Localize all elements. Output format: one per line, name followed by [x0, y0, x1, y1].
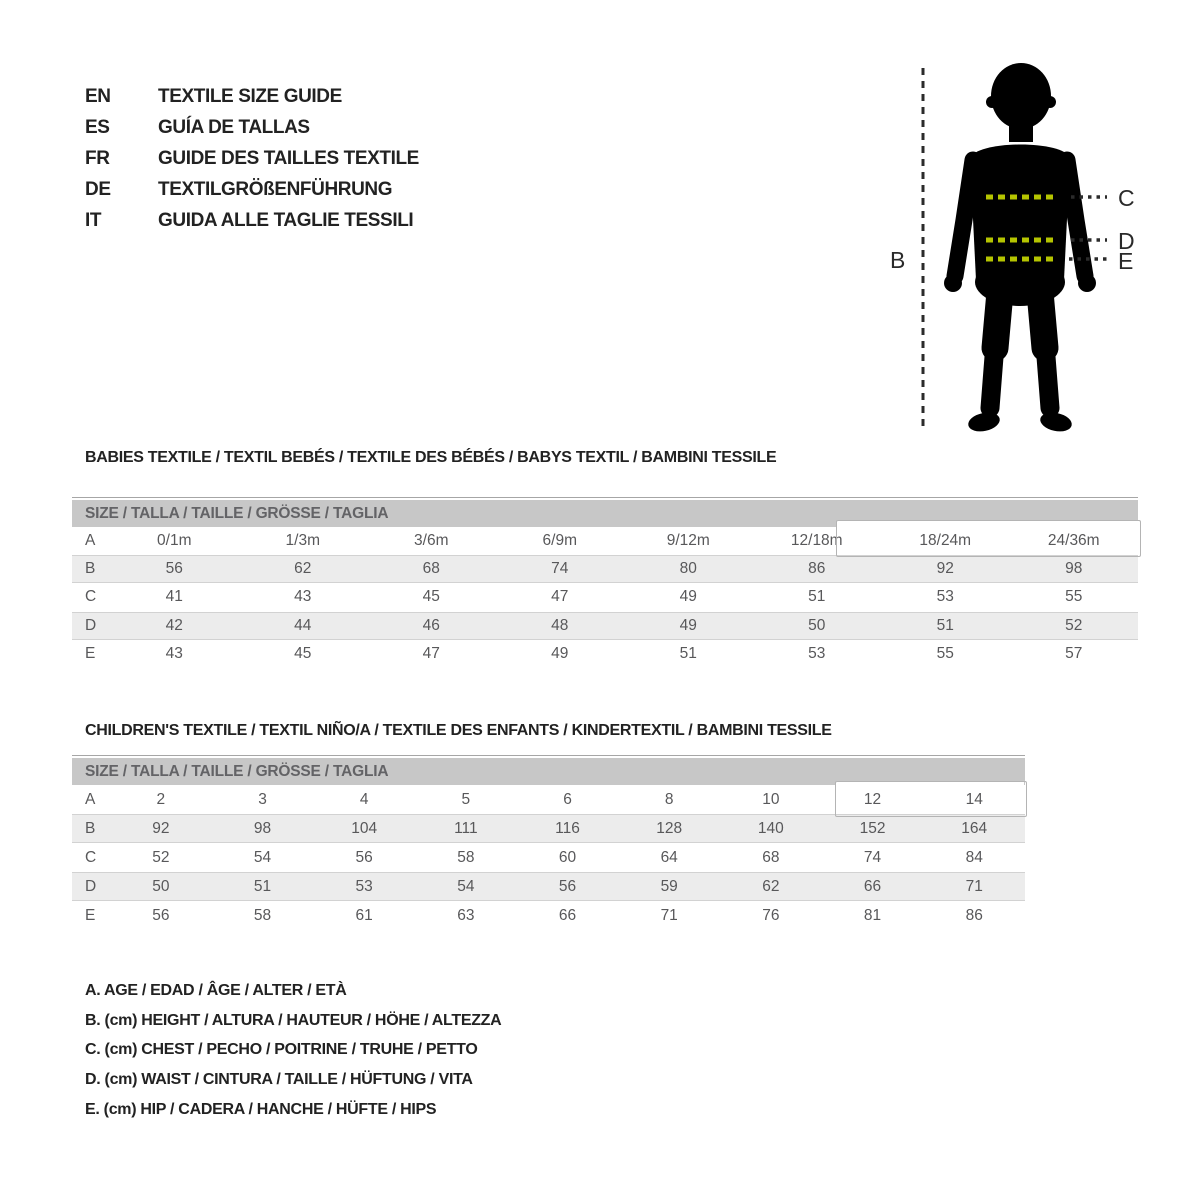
legend-waist: D. (cm) WAIST / CINTURA / TAILLE / HÜFTUNG / VITA	[85, 1070, 473, 1088]
table-cell: 55	[936, 644, 954, 662]
row-label: E	[85, 644, 96, 662]
table-cell: 44	[294, 616, 312, 634]
table-cell: 54	[457, 877, 475, 895]
table-cell: 56	[558, 877, 577, 895]
table-cell: 164	[961, 819, 988, 837]
lang-title: GUÍA DE TALLAS	[158, 117, 310, 139]
row-label: E	[85, 906, 96, 924]
table-cell: 68	[422, 560, 440, 578]
chest-label: C	[1118, 185, 1135, 211]
child-silhouette-diagram	[878, 40, 1170, 470]
table-cell: 45	[422, 588, 440, 606]
table-cell: 49	[679, 588, 697, 606]
table-cell: 104	[351, 819, 378, 837]
lang-row-fr	[85, 144, 419, 175]
lang-code: DE	[85, 178, 111, 200]
table-cell: 50	[152, 877, 170, 895]
lang-code: IT	[85, 209, 102, 231]
table-cell: 53	[936, 588, 954, 606]
table-cell: 0/1m	[157, 532, 192, 550]
language-title-list	[85, 82, 419, 236]
row-label: A	[85, 532, 96, 550]
table-cell: 59	[660, 877, 678, 895]
table-cell: 53	[808, 644, 826, 662]
table-cell: 47	[422, 644, 440, 662]
table-cell: 62	[294, 560, 312, 578]
table-cell: 128	[656, 819, 683, 837]
table-cell: 60	[558, 848, 577, 866]
table-row-e	[72, 640, 1138, 668]
table-cell: 49	[551, 644, 569, 662]
table-cell: 1/3m	[285, 532, 320, 550]
table-cell: 86	[965, 906, 983, 924]
table-cell: 14	[965, 790, 983, 808]
legend-age: A. AGE / EDAD / ÂGE / ALTER / ETÀ	[85, 981, 347, 999]
table-cell: 12/18m	[790, 532, 843, 550]
table-cell: 74	[551, 560, 569, 578]
lang-title: TEXTILE SIZE GUIDE	[158, 86, 342, 108]
table-cell: 46	[422, 616, 440, 634]
lang-row-en	[85, 82, 419, 113]
table-cell: 64	[660, 848, 678, 866]
table-cell: 3	[258, 790, 267, 808]
table-cell: 74	[863, 848, 882, 866]
table-cell: 3/6m	[414, 532, 449, 550]
table-cell: 45	[294, 644, 312, 662]
table-cell: 66	[863, 877, 882, 895]
table-cell: 9/12m	[666, 532, 710, 550]
table-cell: 56	[165, 560, 183, 578]
table-cell: 24/36m	[1047, 532, 1100, 550]
legend-chest: C. (cm) CHEST / PECHO / POITRINE / TRUHE / PETTO	[85, 1041, 478, 1059]
table-cell: 86	[808, 560, 826, 578]
table-cell: 76	[762, 906, 780, 924]
table-cell: 12	[863, 790, 882, 808]
table-cell: 58	[457, 848, 475, 866]
table-cell: 47	[551, 588, 569, 606]
table-cell: 56	[355, 848, 373, 866]
table-cell: 41	[165, 588, 183, 606]
table-cell: 98	[253, 819, 272, 837]
table-top-border	[72, 497, 1138, 498]
height-label: B	[890, 247, 906, 273]
table-cell: 152	[859, 819, 886, 837]
table-cell: 63	[457, 906, 475, 924]
table-cell: 68	[762, 848, 780, 866]
table-cell: 49	[679, 616, 697, 634]
table-row-c	[72, 583, 1138, 611]
legend-height: B. (cm) HEIGHT / ALTURA / HAUTEUR / HÖHE / ALTEZZA	[85, 1011, 502, 1029]
table-cell: 48	[551, 616, 569, 634]
size-header-bar: SIZE / TALLA / TAILLE / GRÖSSE / TAGLIA	[72, 758, 1025, 785]
lang-code: ES	[85, 117, 110, 139]
table-cell: 2	[156, 790, 166, 808]
lang-row-es	[85, 113, 419, 144]
table-cell: 51	[679, 644, 697, 662]
table-cell: 6	[563, 790, 572, 808]
table-cell: 92	[936, 560, 954, 578]
table-cell: 51	[936, 616, 954, 634]
lang-title: TEXTILGRÖßENFÜHRUNG	[158, 178, 393, 200]
table-cell: 98	[1065, 560, 1083, 578]
babies-section-heading: BABIES TEXTILE / TEXTIL BEBÉS / TEXTILE DES BÉBÉS / BABYS TEXTIL / BAMBINI TESSILE	[85, 449, 777, 466]
table-cell: 56	[152, 906, 170, 924]
row-label: C	[85, 848, 97, 866]
table-cell: 51	[253, 877, 272, 895]
table-cell: 10	[762, 790, 780, 808]
lang-title: GUIDA ALLE TAGLIE TESSILI	[158, 209, 414, 231]
table-row-e	[72, 901, 1025, 930]
table-cell: 53	[355, 877, 373, 895]
table-cell: 80	[679, 560, 697, 578]
table-cell: 43	[294, 588, 312, 606]
children-section-heading: CHILDREN'S TEXTILE / TEXTIL NIÑO/A / TEXTILE DES ENFANTS / KINDERTEXTIL / BAMBINI TESSILE	[85, 722, 832, 739]
table-cell: 54	[253, 848, 272, 866]
table-cell: 52	[1065, 616, 1083, 634]
table-row-c	[72, 843, 1025, 872]
table-cell: 92	[152, 819, 170, 837]
table-cell: 50	[808, 616, 826, 634]
table-cell: 111	[454, 819, 478, 837]
table-cell: 62	[762, 877, 780, 895]
table-cell: 66	[558, 906, 577, 924]
table-row-b	[72, 814, 1025, 843]
table-cell: 140	[757, 819, 784, 837]
table-cell: 84	[965, 848, 983, 866]
table-cell: 116	[555, 819, 580, 837]
hip-label: E	[1118, 248, 1134, 274]
table-cell: 42	[165, 616, 183, 634]
table-cell: 61	[355, 906, 373, 924]
children-selected-size-box	[835, 781, 1027, 817]
table-cell: 55	[1065, 588, 1083, 606]
table-cell: 57	[1065, 644, 1083, 662]
table-cell: 5	[461, 790, 471, 808]
table-cell: 43	[165, 644, 183, 662]
row-label: B	[85, 819, 96, 837]
row-label: D	[85, 616, 97, 634]
table-top-border	[72, 755, 1025, 756]
waist-label: D	[1118, 228, 1135, 254]
legend-hip: E. (cm) HIP / CADERA / HANCHE / HÜFTE / HIPS	[85, 1100, 437, 1118]
row-label: C	[85, 588, 97, 606]
table-row-d	[72, 612, 1138, 640]
table-cell: 18/24m	[919, 532, 972, 550]
measurement-legend	[85, 976, 501, 1124]
table-row-d	[72, 872, 1025, 901]
table-cell: 58	[253, 906, 272, 924]
babies-selected-size-box	[836, 520, 1141, 557]
table-cell: 4	[359, 790, 369, 808]
table-row-b	[72, 555, 1138, 583]
measurement-figure	[878, 40, 1170, 470]
lang-row-it	[85, 205, 419, 236]
table-cell: 51	[808, 588, 826, 606]
child-silhouette-icon	[970, 63, 1070, 306]
row-label: D	[85, 877, 97, 895]
table-cell: 52	[152, 848, 170, 866]
row-label: A	[85, 790, 96, 808]
lang-row-de	[85, 174, 419, 205]
table-cell: 71	[965, 877, 983, 895]
table-cell: 71	[660, 906, 678, 924]
table-cell: 8	[664, 790, 674, 808]
table-cell: 6/9m	[542, 532, 577, 550]
lang-title: GUIDE DES TAILLES TEXTILE	[158, 147, 419, 169]
table-cell: 81	[863, 906, 882, 924]
lang-code: FR	[85, 147, 110, 169]
size-header-bar: SIZE / TALLA / TAILLE / GRÖSSE / TAGLIA	[72, 500, 1138, 527]
lang-code: EN	[85, 86, 111, 108]
row-label: B	[85, 560, 96, 578]
